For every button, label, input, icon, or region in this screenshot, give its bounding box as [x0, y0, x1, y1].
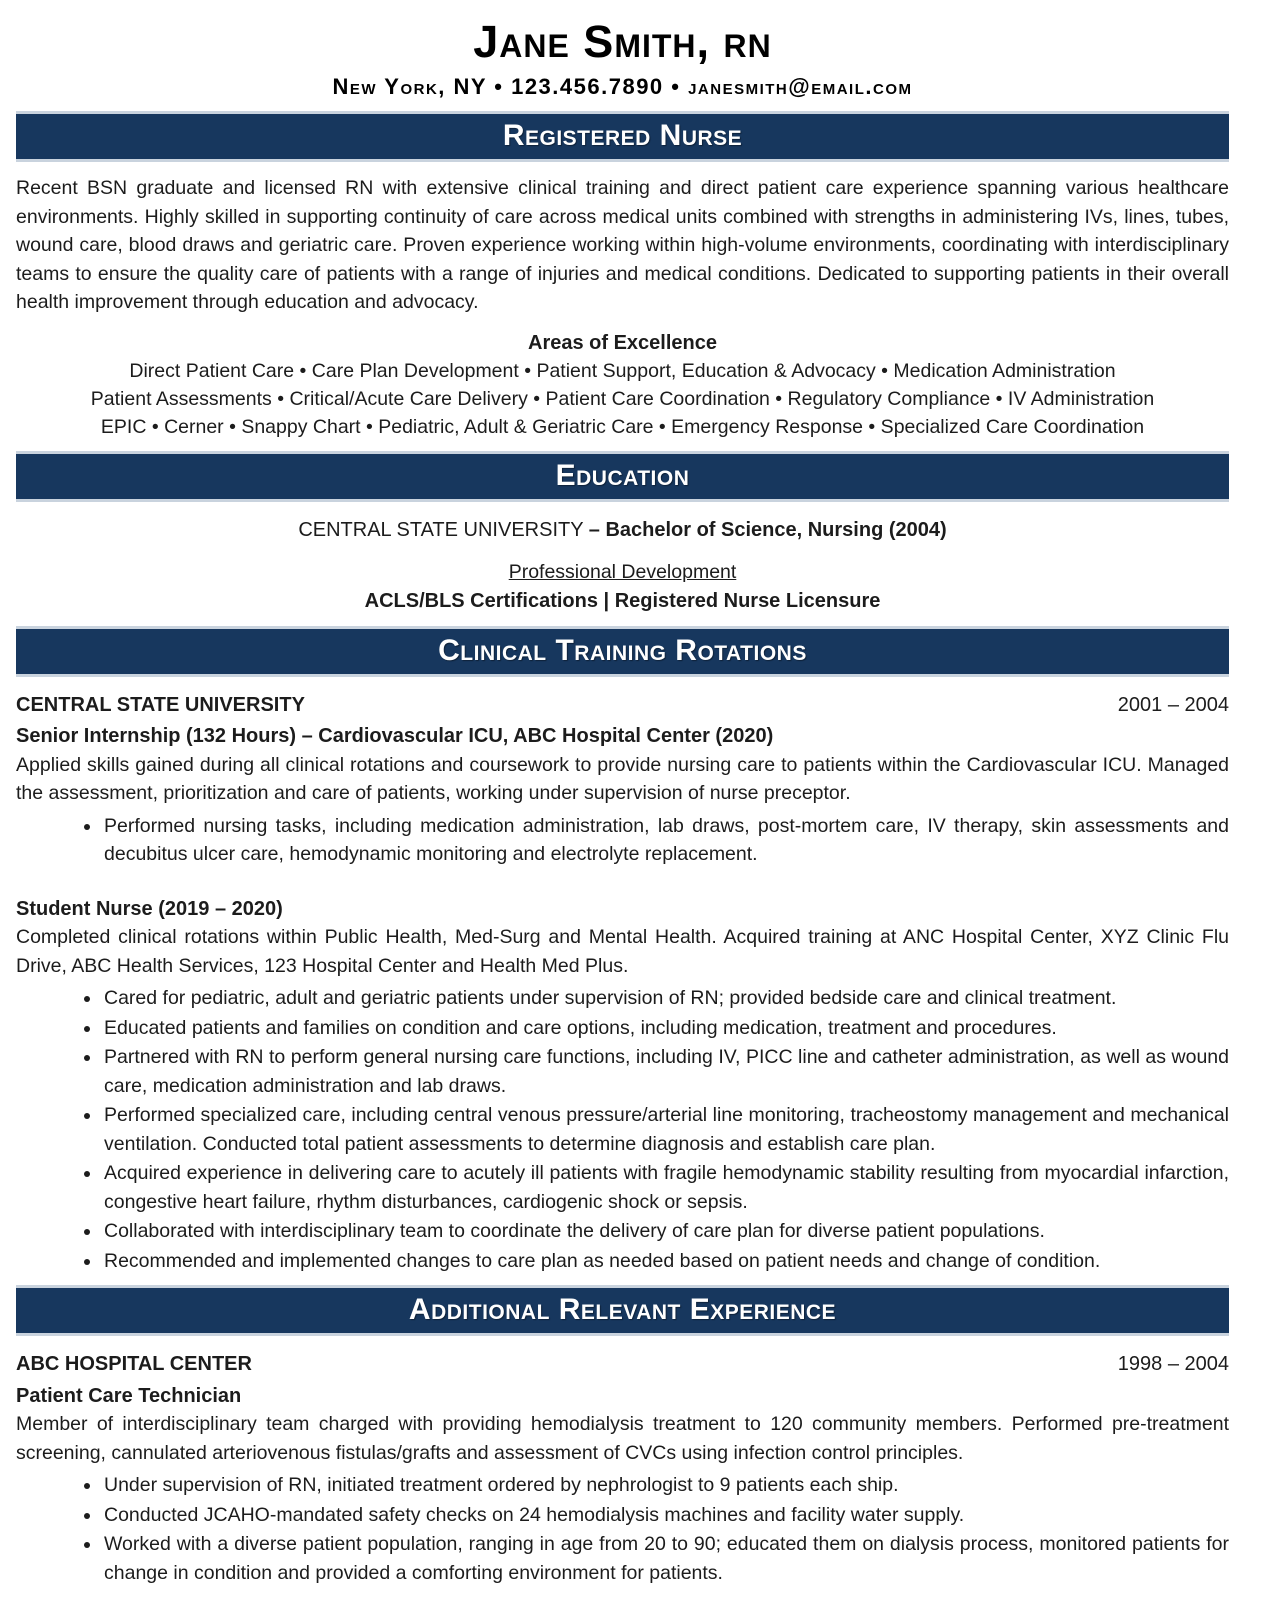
school-name: CENTRAL STATE UNIVERSITY: [298, 519, 584, 541]
areas-of-excellence-title: Areas of Excellence: [528, 331, 717, 354]
degree-line: [16, 516, 1229, 545]
bullet-item: • Recommended and implemented changes to care plan as needed based on patient needs and change of condition.: [102, 1247, 1229, 1276]
section-banner-education: Education: [16, 451, 1229, 502]
skills-line: Direct Patient Care • Care Plan Development • Patient Support, Education & Advocacy • Medication Administration: [129, 360, 1116, 382]
bullet-list: [16, 812, 1229, 869]
professional-development-heading: Professional Development: [508, 560, 737, 583]
bullet-item: • Collaborated with interdisciplinary team to coordinate the delivery of care plan for diverse patient populations.: [102, 1217, 1229, 1246]
bullet-item: • Performed specialized care, including central venous pressure/arterial line monitoring, tracheostomy management and mechanical ventilation. Conducted total patient assessments to determine diagnosis and establish care plan.: [102, 1101, 1229, 1158]
bullet-item: • Educated patients and families on condition and care options, including medication, treatment and procedures.: [102, 1014, 1229, 1043]
section-banner-registered-nurse: Registered Nurse: [16, 111, 1229, 162]
job-title: Patient Care Technician: [16, 1384, 242, 1407]
bullet-item: • Worked with a diverse patient population, ranging in age from 20 to 90; educated them on dialysis process, monitored patients for change in condition and provided a comforting environment for patients.: [102, 1530, 1229, 1587]
section-banner-clinical-training: Clinical Training Rotations: [16, 626, 1229, 677]
employer-name: CENTRAL STATE UNIVERSITY: [16, 693, 305, 716]
certifications-line: ACLS/BLS Certifications | Registered Nurse Licensure: [364, 590, 881, 612]
bullet-item: • Partnered with RN to perform general nursing care functions, including IV, PICC line and catheter administration, as well as wound care, medication administration and lab draws.: [102, 1043, 1229, 1100]
employer-row: [16, 1350, 1229, 1379]
skills-line: EPIC • Cerner • Snappy Chart • Pediatric, Adult & Geriatric Care • Emergency Response • Specialized Care Coordination: [100, 416, 1145, 438]
skills-line: Patient Assessments • Critical/Acute Care Delivery • Patient Care Coordination • Regulatory Compliance • IV Administration: [90, 388, 1155, 410]
summary-paragraph: Recent BSN graduate and licensed RN with extensive clinical training and direct patient care experience spanning various healthcare environments. Highly skilled in supporting continuity of care across medical units combined with strengths in administering IVs, lines, tubes, wound care, blood draws and geriatric care. Proven experience working within high-volume environments, coordinating with interdisciplinary teams to ensure the quality care of patients with a range of injuries and medical conditions. Dedicated to supporting patients in their overall health improvement through education and advocacy.: [16, 177, 1229, 313]
contact-line: New York, NY • 123.456.7890 • janesmith@email.com: [332, 74, 913, 99]
job-description: Completed clinical rotations within Public Health, Med-Surg and Mental Health. Acquired training at ANC Hospital Center, XYZ Clinic Flu Drive, ABC Health Services, 123 Hospital Center and Health Med Plus.: [16, 926, 1229, 977]
bullet-item: • Acquired experience in delivering care to acutely ill patients with fragile hemodynamic stability resulting from myocardial infarction, congestive heart failure, rhythm disturbances, cardiogenic shock or sepsis.: [102, 1159, 1229, 1216]
bullet-item: • Under supervision of RN, initiated treatment ordered by nephrologist to 9 patients each ship.: [102, 1471, 1229, 1500]
employer-dates: 1998 – 2004: [1117, 1353, 1229, 1375]
bullet-item: • Performed nursing tasks, including medication administration, lab draws, post-mortem care, IV therapy, skin assessments and decubitus ulcer care, hemodynamic monitoring and electrolyte replacement.: [102, 812, 1229, 869]
bullet-list: [16, 984, 1229, 1275]
degree-name: – Bachelor of Science, Nursing (2004): [588, 519, 947, 541]
job-senior-internship: [16, 722, 1229, 869]
bullet-list: [16, 1471, 1229, 1587]
bullet-item: • Cared for pediatric, adult and geriatric patients under supervision of RN; provided bedside care and clinical treatment.: [102, 984, 1229, 1013]
job-description: Applied skills gained during all clinical rotations and coursework to provide nursing care to patients within the Cardiovascular ICU. Managed the assessment, prioritization and care of patients, working under supervision of nurse preceptor.: [16, 753, 1229, 804]
employer-dates: 2001 – 2004: [1117, 693, 1229, 716]
job-student-nurse: [16, 895, 1229, 1276]
employer-row: [16, 691, 1229, 720]
employer-name: ABC HOSPITAL CENTER: [16, 1353, 252, 1375]
job-title: Student Nurse (2019 – 2020): [16, 897, 283, 920]
candidate-name: Jane Smith, rn: [473, 16, 772, 67]
job-description: Member of interdisciplinary team charged with providing hemodialysis treatment to 120 community members. Performed pre-treatment screening, cannulated arteriovenous fistulas/grafts and assessment of CVCs using infection control principles.: [16, 1413, 1229, 1464]
bullet-item: • Conducted JCAHO-mandated safety checks on 24 hemodialysis machines and facility water supply.: [102, 1501, 1229, 1530]
section-banner-additional-experience: Additional Relevant Experience: [16, 1285, 1229, 1336]
job-title: Senior Internship (132 Hours) – Cardiovascular ICU, ABC Hospital Center (2020): [16, 725, 774, 747]
skills-list: [16, 357, 1229, 441]
